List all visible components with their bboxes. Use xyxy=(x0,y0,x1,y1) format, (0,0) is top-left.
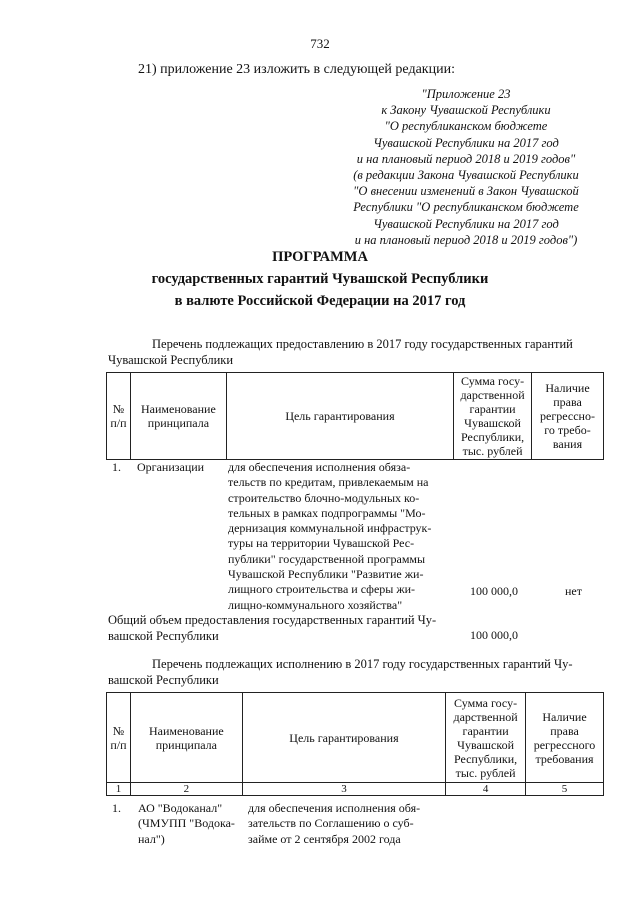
title-line: государственных гарантий Чувашской Республики xyxy=(151,271,489,287)
col-number: 5 xyxy=(526,783,604,796)
amendment-intro: 21) приложение 23 изложить в следующей редакции: xyxy=(138,62,455,77)
appendix-reference xyxy=(326,86,606,248)
title-line: в валюте Российской Федерации на 2017 год xyxy=(174,293,466,309)
table-row-num: 1. xyxy=(112,801,121,815)
total-sum: 100 000,0 xyxy=(470,628,518,642)
header-regress: Наличие права регрессного требования xyxy=(526,693,604,783)
title-line: ПРОГРАММА xyxy=(272,249,368,265)
table-row-goal: для обеспечения исполнения обя- зательств по Соглашению о суб- займе от 2 сентября 2002 года xyxy=(248,801,421,846)
table-row-regress: нет xyxy=(565,584,582,598)
header-goal: Цель гарантирования xyxy=(226,373,453,460)
appendix-line: и на плановый период 2018 и 2019 годов" xyxy=(356,151,576,166)
appendix-line: к Закону Чувашской Республики xyxy=(381,103,551,118)
appendix-line: Республики "О республиканском бюджете xyxy=(353,200,579,215)
total-label: Общий объем предоставления государственных гарантий Чу- вашской Республики xyxy=(108,613,437,643)
appendix-line: и на плановый период 2018 и 2019 годов") xyxy=(354,232,578,247)
table-header-row xyxy=(107,693,604,783)
table-row-goal: для обеспечения исполнения обяза- тельств по кредитам, привлекаемым на строительство блочно-модульных ко- тельных в рамках подпрограммы "Мо- дернизация коммунальной инфраструк- туры на территории Чувашской Рес- публики" государственной программы Чувашской Республики "Развитие жи- лищного строительства и сферы жи- лищно-коммунального хозяйства" xyxy=(228,460,432,612)
table-header-row xyxy=(107,373,604,460)
header-sum: Сумма госу- дарственной гарантии Чувашской Республики, тыс. рублей xyxy=(454,373,532,460)
header-principal: Наименование принципала xyxy=(130,693,242,783)
appendix-line: "О внесении изменений в Закон Чувашской xyxy=(353,184,579,199)
guarantees-provision-table xyxy=(106,372,604,460)
guarantees-execution-table xyxy=(106,692,604,796)
appendix-line: "Приложение 23 xyxy=(421,87,511,101)
table-row-num: 1. xyxy=(112,460,121,474)
col-number: 2 xyxy=(130,783,242,796)
table-row-principal: Организации xyxy=(137,460,205,474)
header-sum: Сумма госу- дарственной гарантии Чувашской Республики, тыс. рублей xyxy=(446,693,526,783)
header-regress: Наличие права регрессно- го требо- вания xyxy=(532,373,604,460)
col-number: 1 xyxy=(107,783,131,796)
appendix-line: Чувашской Республики на 2017 год xyxy=(373,135,559,150)
col-number: 4 xyxy=(446,783,526,796)
appendix-line: (в редакции Закона Чувашской Республики xyxy=(353,168,579,183)
column-numbers-row xyxy=(107,783,604,796)
appendix-line: Чувашской Республики на 2017 год xyxy=(373,216,559,231)
header-num: № п/п xyxy=(107,693,131,783)
header-goal: Цель гарантирования xyxy=(242,693,445,783)
header-principal: Наименование принципала xyxy=(130,373,226,460)
appendix-line: "О республиканском бюджете xyxy=(384,119,548,134)
list2-heading: Перечень подлежащих исполнению в 2017 году государственных гарантий Чу- вашской Республики xyxy=(108,657,573,687)
page-number: 732 xyxy=(310,36,330,51)
document-title xyxy=(0,246,640,312)
table-row-sum: 100 000,0 xyxy=(470,584,518,598)
header-num: № п/п xyxy=(107,373,131,460)
list1-heading: Перечень подлежащих предоставлению в 2017 году государственных гарантий Чувашской Республики xyxy=(108,337,573,367)
table-row-principal: АО "Водоканал" (ЧМУПП "Водока- нал") xyxy=(138,801,235,846)
col-number: 3 xyxy=(242,783,445,796)
